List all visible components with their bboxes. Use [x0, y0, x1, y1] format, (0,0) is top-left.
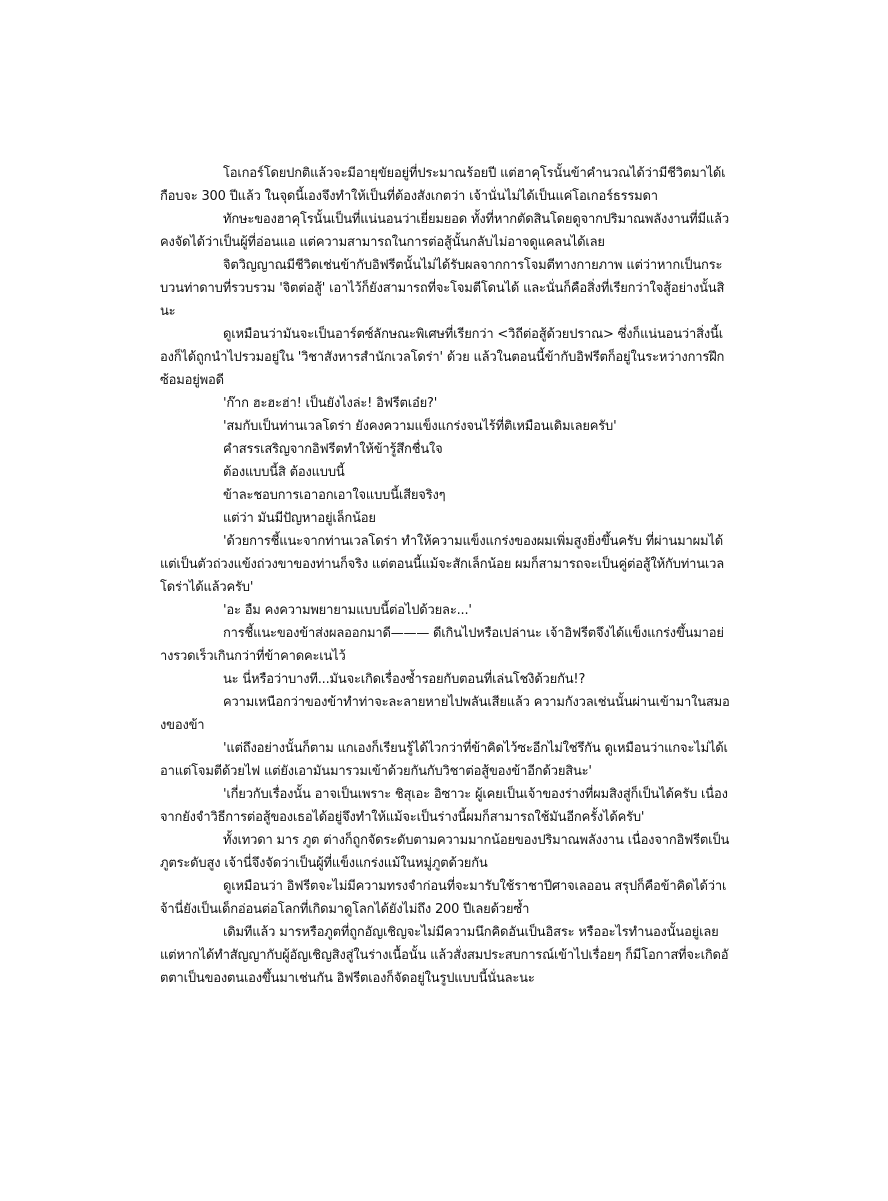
paragraph: ดูเหมือนว่ามันจะเป็นอาร์ตซ์ลักษณะพิเศษที่เรียกว่า <วิถีต่อสู้ด้วยปราณ> ซึ่งก็แน่นอนว่าสิ่งนี้เองก็ได้ถูกนำไปรวมอยู่ใน 'วิชาสังหารสำนักเวลโดร่า' ด้วย แล้วในตอนนี้ข้ากับอิฟรีตก็อยู่ในระหว่างการฝึกซ้อมอยู่พอดี	[160, 327, 725, 388]
paragraph: การชี้แนะของข้าส่งผลออกมาดี——— ดีเกินไปหรือเปล่านะ เจ้าอิฟรีตจึงได้แข็งแกร่งขึ้นมาอย่างรวดเร็วเกินกว่าที่ข้าคาดคะเนไว้	[160, 626, 724, 664]
dialogue-line: 'เกี่ยวกับเรื่องนั้น อาจเป็นเพราะ ชิสุเอะ อิซาวะ ผู้เคยเป็นเจ้าของร่างที่ผมสิงสู่ก็เป็นได้ครับ เนื่องจากยังจำวิธีการต่อสู้ของเธอได้อยู่จึงทำให้แม้จะเป็นร่างนี้ผมก็สามารถใช้มันอีกครั้งได้ครับ'	[160, 787, 728, 825]
dialogue-line: 'แต่ถึงอย่างนั้นก็ตาม แกเองก็เรียนรู้ได้ไวกว่าที่ข้าคิดไว้ซะอีกไม่ใช่รึกัน ดูเหมือนว่าแกจะไม่ได้เอาแต่โจมตีด้วยไฟ แต่ยังเอามันมารวมเข้าด้วยกันกับวิชาต่อสู้ของข้าอีกด้วยสินะ'	[160, 741, 728, 779]
dialogue-line: 'อะ อืม คงความพยายามแบบนี้ต่อไปด้วยละ...'	[223, 603, 472, 618]
paragraph: จิตวิญญาณมีชีวิตเช่นข้ากับอิฟรีตนั้นไม่ได้รับผลจากการโจมตีทางกายภาพ แต่ว่าหากเป็นกระบวนท่าดาบที่รวบรวม 'จิตต่อสู้' เอาไว้ก็ยังสามารถที่จะโจมตีโดนได้ และนั่นก็คือสิ่งที่เรียกว่าใจสู้อย่างนั้นสินะ	[160, 258, 725, 319]
paragraph: ต้องแบบนี้สิ ต้องแบบนี้	[223, 465, 345, 480]
paragraph: นะ นี่หรือว่าบางที...มันจะเกิดเรื่องซ้ำรอยกับตอนที่เล่นโชงิด้วยกัน!?	[223, 672, 586, 687]
paragraph: โอเกอร์โดยปกติแล้วจะมีอายุขัยอยู่ที่ประมาณร้อยปี แต่ฮาคุโรนั้นข้าคำนวณได้ว่ามีชีวิตมาได้เกือบจะ 300 ปีแล้ว ในจุดนี้เองจึงทำให้เป็นที่ต้องสังเกตว่า เจ้านั่นไม่ได้เป็นแค่โอเกอร์ธรรมดา	[160, 166, 726, 204]
paragraph: ข้าละชอบการเอาอกเอาใจแบบนี้เสียจริงๆ	[223, 488, 446, 503]
dialogue-line: 'สมกับเป็นท่านเวลโดร่า ยังคงความแข็งแกร่งจนไร้ที่ติเหมือนเดิมเลยครับ'	[223, 419, 617, 434]
paragraph: ทักษะของฮาคุโรนั้นเป็นที่แน่นอนว่าเยี่ยมยอด ทั้งที่หากตัดสินโดยดูจากปริมาณพลังงานที่มีแล้วคงจัดได้ว่าเป็นผู้ที่อ่อนแอ แต่ความสามารถในการต่อสู้นั้นกลับไม่อาจดูแคลนได้เลย	[160, 212, 729, 250]
paragraph: ทั้งเทวดา มาร ภูต ต่างก็ถูกจัดระดับตามความมากน้อยของปริมาณพลังงาน เนื่องจากอิฟรีตเป็นภูตระดับสูง เจ้านี่จึงจัดว่าเป็นผู้ที่แข็งแกร่งแม้ในหมู่ภูตด้วยกัน	[160, 833, 730, 871]
paragraph: ดูเหมือนว่า อิฟรีตจะไม่มีความทรงจำก่อนที่จะมารับใช้ราชาปีศาจเลออน สรุปก็คือข้าคิดได้ว่าเจ้านี่ยังเป็นเด็กอ่อนต่อโลกที่เกิดมาดูโลกได้ยังไม่ถึง 200 ปีเลยด้วยซ้ำ	[160, 879, 727, 917]
body-text	[160, 162, 730, 990]
dialogue-line: 'ด้วยการชี้แนะจากท่านเวลโดร่า ทำให้ความแข็งแกร่งของผมเพิ่มสูงยิ่งขึ้นครับ ที่ผ่านมาผมได้แต่เป็นตัวถ่วงแข้งถ่วงขาของท่านก็จริง แต่ตอนนี้แม้จะสักเล็กน้อย ผมก็สามารถจะเป็นคู่ต่อสู้ให้กับท่านเวลโดร่าได้แล้วครับ'	[160, 534, 725, 595]
paragraph: ความเหนือกว่าของข้าทำท่าจะละลายหายไปพลันเสียแล้ว ความกังวลเช่นนั้นผ่านเข้ามาในสมองของข้า	[160, 695, 730, 733]
paragraph: แต่ว่า มันมีปัญหาอยู่เล็กน้อย	[223, 511, 376, 526]
dialogue-line: 'ก๊าก ฮะฮะฮ่า! เป็นยังไงล่ะ! อิฟรีตเอ๋ย?'	[223, 396, 438, 411]
paragraph: เดิมทีแล้ว มารหรือภูตที่ถูกอัญเชิญจะไม่มีความนึกคิดอันเป็นอิสระ หรืออะไรทำนองนั้นอยู่เลย แต่หากได้ทำสัญญากับผู้อัญเชิญสิงสู่ในร่างเนื้อนั้น แล้วสั่งสมประสบการณ์เข้าไปเรื่อยๆ ก็มีโอกาสที่จะเกิดอัตตาเป็นของตนเองขึ้นมาเช่นกัน อิฟรีตเองก็จัดอยู่ในรูปแบบนี้นั่นละนะ	[160, 925, 729, 986]
paragraph: คำสรรเสริญจากอิฟรีตทำให้ข้ารู้สึกชื่นใจ	[223, 442, 443, 457]
